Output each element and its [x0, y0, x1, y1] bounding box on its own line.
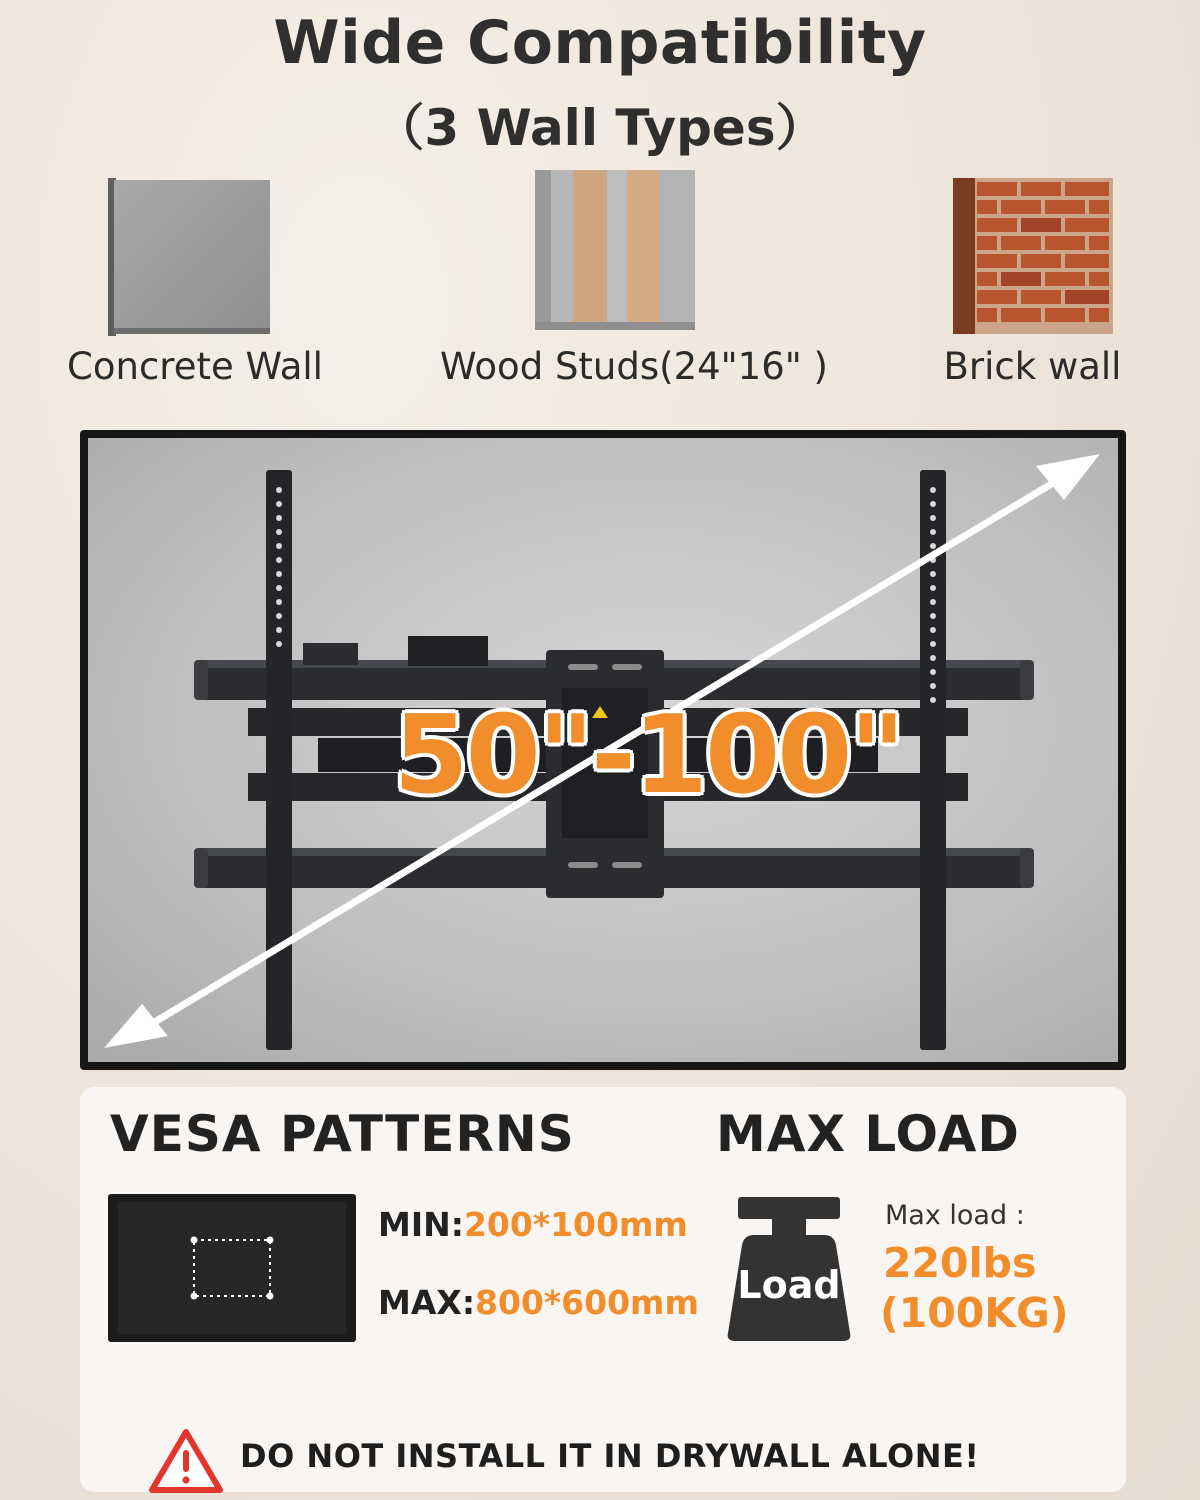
specs-panel	[80, 1087, 1126, 1492]
max-load-caption: Max load :	[885, 1200, 1025, 1231]
vesa-max-label: MAX:	[378, 1283, 476, 1322]
max-load-kg: (100KG)	[880, 1289, 1069, 1337]
vesa-heading: VESA PATTERNS	[110, 1105, 575, 1163]
tv-size-range: 50"-100"	[393, 693, 903, 818]
vesa-min	[378, 1205, 688, 1244]
vesa-max-value: 800*600mm	[475, 1283, 699, 1322]
wall-label-wood: Wood Studs(24"16" )	[440, 345, 828, 388]
max-load-lbs: 220lbs	[883, 1239, 1037, 1287]
drywall-warning: DO NOT INSTALL IT IN DRYWALL ALONE!	[240, 1437, 980, 1475]
vesa-min-label: MIN:	[378, 1205, 464, 1244]
page-title: Wide Compatibility	[273, 8, 927, 78]
vesa-min-value: 200*100mm	[463, 1205, 688, 1244]
warning-triangle-icon	[148, 1428, 224, 1494]
brick-wall-icon	[953, 178, 1113, 334]
wood-studs-icon	[535, 170, 695, 330]
weight-label: Load	[737, 1263, 841, 1307]
vesa-pattern-icon	[108, 1194, 356, 1342]
tv-screen	[80, 430, 1126, 1070]
max-load-heading: MAX LOAD	[716, 1105, 1020, 1163]
wall-label-concrete: Concrete Wall	[67, 345, 323, 388]
vesa-max	[378, 1283, 699, 1322]
page-subtitle: （3 Wall Types）	[374, 99, 826, 157]
concrete-wall-icon	[108, 178, 273, 338]
wall-label-brick: Brick wall	[943, 345, 1122, 388]
